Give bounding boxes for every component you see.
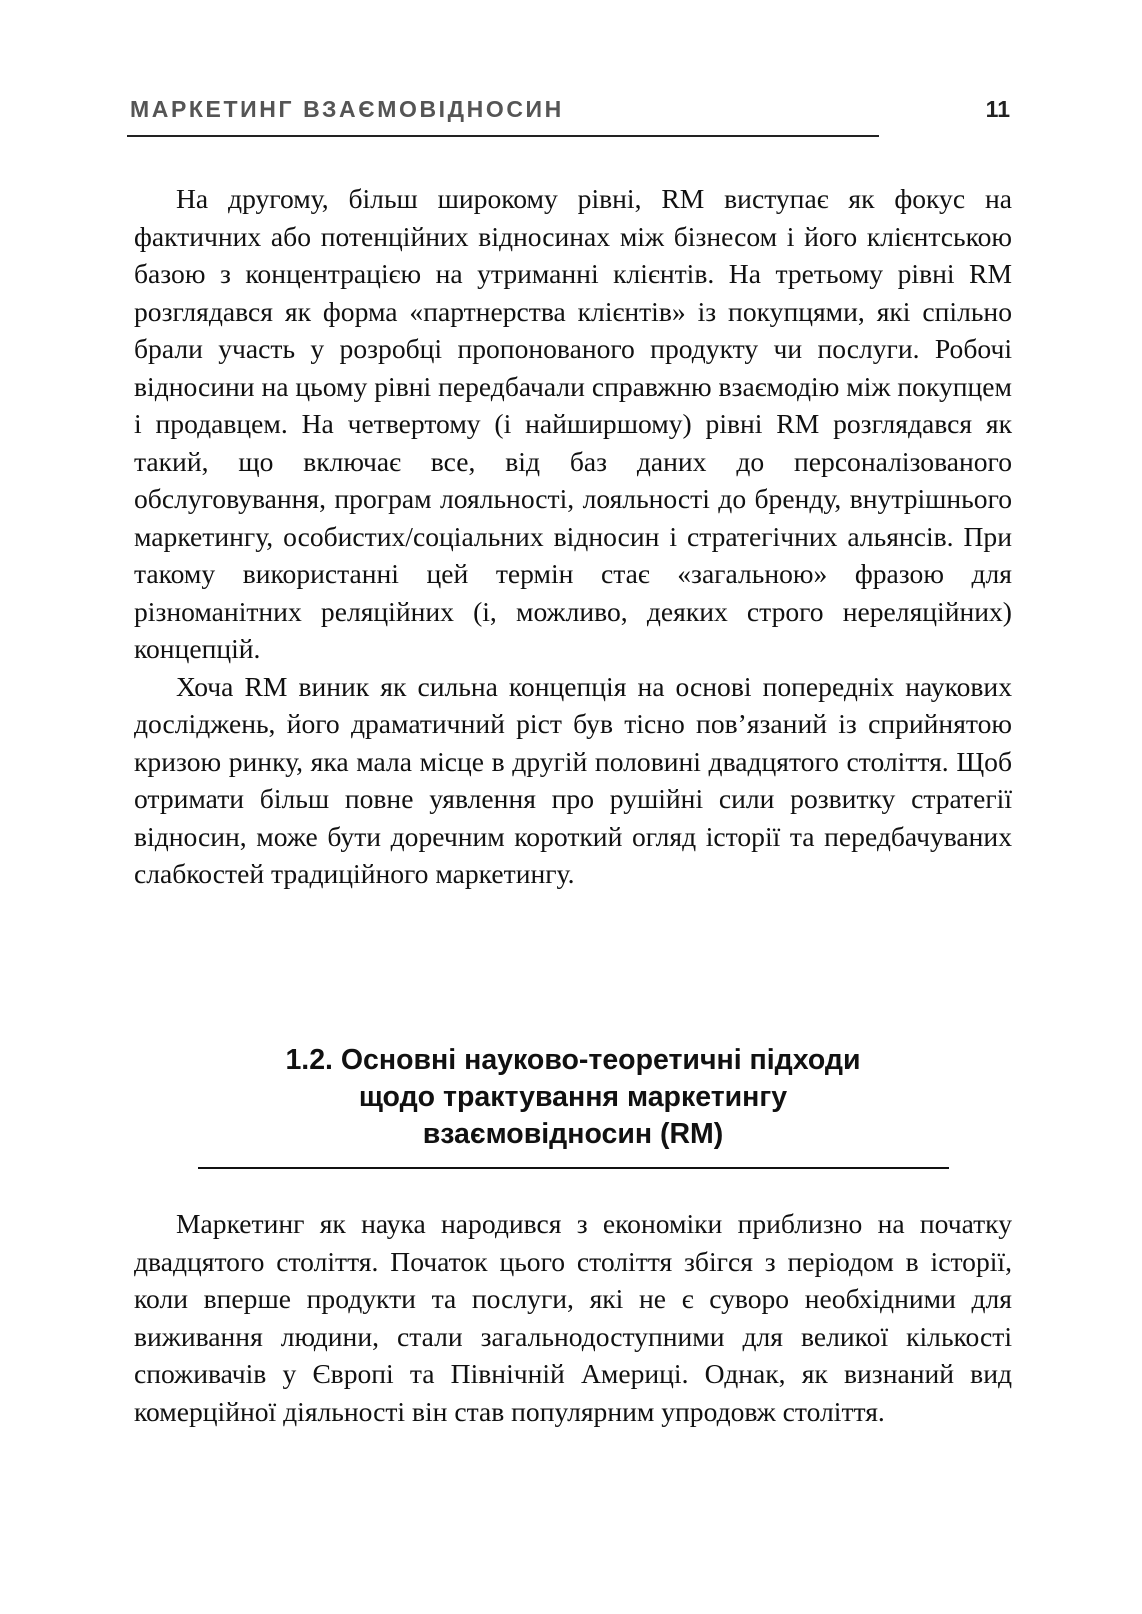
page-number: 11: [985, 96, 1010, 122]
text-block-after-heading: [134, 1205, 1012, 1430]
section-heading-line: взаємовідносин (RM): [422, 1118, 724, 1150]
running-title: МАРКЕТИНГ ВЗАЄМОВІДНОСИН: [130, 96, 564, 122]
section-heading-line: 1.2. Основні науково-теоретичні підходи: [285, 1044, 861, 1076]
section-heading-line: щодо трактування маркетингу: [358, 1081, 788, 1113]
paragraph: На другому, більш широкому рівні, RM виступає як фокус на фактичних або потенційних відносинах між бізнесом і його клієнтською базою з концентрацією на утриманні клієнтів. На третьому рівні RM розглядався як форма «партнерства клієнтів» із покупцями, які спільно брали участь у розробці пропонованого продукту чи послуги. Робочі відносини на цьому рівні передбачали справжню взаємодію між покупцем і продавцем. На четвертому (і найширшому) рівні RM розглядався як такий, що включає все, від баз даних до персоналізованого обслуговування, програм лояльності, лояльності до бренду, внутрішнього маркетингу, особистих/соціальних відносин і стратегічних альянсів. При такому використанні цей термін стає «загальною» фразою для різноманітних реляційних (і, можливо, деяких строго нереляційних) концепцій.: [134, 183, 1012, 664]
paragraph: Маркетинг як наука народився з економіки приблизно на початку двадцятого століття. Початок цього століття збігся з періодом в історії, коли вперше продукти та послуги, які не є суворо необхідними для виживання людини, стали загальнодоступними для великої кількості споживачів у Європі та Північній Америці. Однак, як визнаний вид комерційної діяльності він став популярним упродовж століття.: [134, 1208, 1012, 1427]
section-heading: [134, 1042, 1012, 1153]
text-block-before-heading: [134, 180, 1012, 893]
running-header: [130, 96, 1010, 136]
header-rule: [127, 135, 879, 137]
paragraph: Хоча RM виник як сильна концепція на основі попередніх наукових досліджень, його драматичний ріст був тісно пов’язаний із сприйнятою кризою ринку, яка мала місце в другій половині двадцятого століття. Щоб отримати більш повне уявлення про рушійні сили розвитку стратегії відносин, може бути доречним короткий огляд історії та передбачуваних слабкостей традиційного маркетингу.: [134, 670, 1012, 889]
heading-rule: [198, 1167, 949, 1169]
